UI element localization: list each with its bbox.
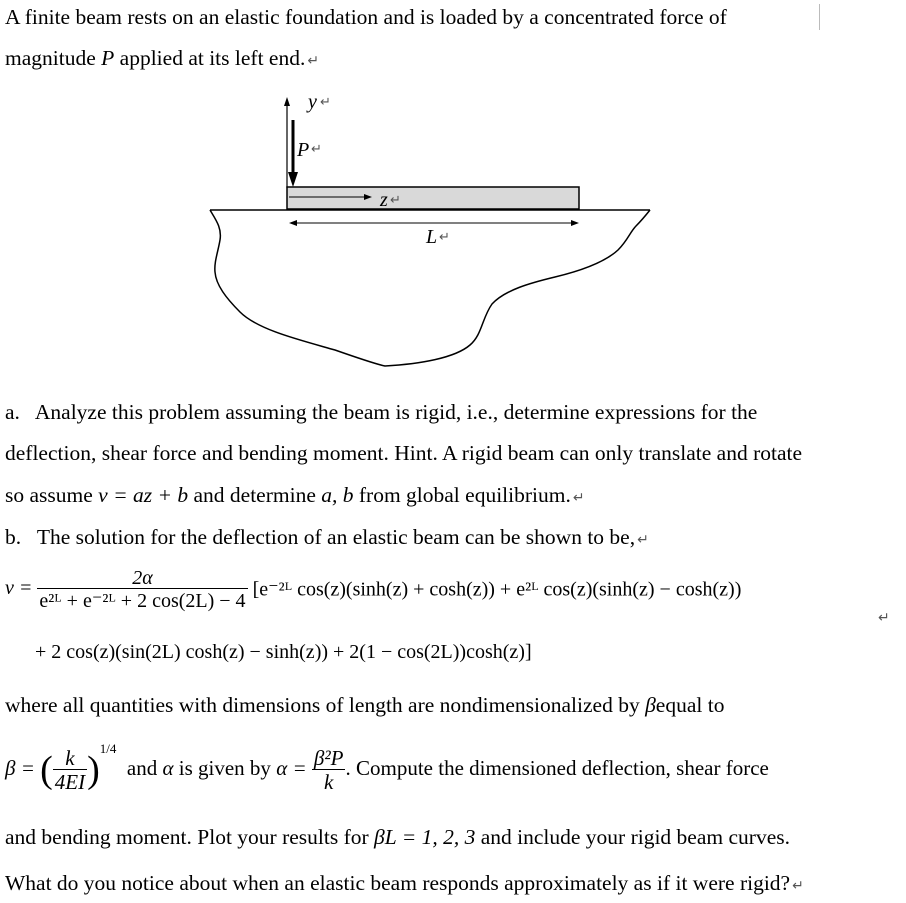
deflection-equation-row-1: v = $\frac{2\alpha}{\text{e²ᴸ + e⁻²ᴸ + 2 cos(2L) − 4}}$ [e⁻²ᴸ cos(z)(sinh(z) + cosh(z)) + e²ᴸ cos(z)(sinh(z) − cosh(z)) [5, 567, 742, 612]
intro-line-1: A finite beam rests on an elastic foundation and is loaded by a concentrated force of [5, 5, 727, 29]
z-axis-label: z [380, 189, 388, 211]
beta-alpha-line: β = ( $\frac{k}{4EI}$ )$^{1/4}$ and α is given by α = $\frac{\text{β²P}}{k}$ . Compute the dimensioned deflection, shear force [5, 741, 769, 794]
deflection-fraction: $\frac{2\alpha}{\text{e²ᴸ + e⁻²ᴸ + 2 cos(2L) − 4}}$ [39, 567, 246, 612]
final-question-line: What do you notice about when an elastic beam responds approximately as if it were rigid? ↵ [5, 871, 804, 895]
rigid-deflection-equation: v = az + b [98, 483, 189, 507]
y-axis-label: y [308, 91, 317, 113]
load-label: P [297, 139, 310, 161]
text-cursor [819, 4, 820, 30]
y-axis-arrowhead [284, 97, 290, 106]
plot-instruction-line: and bending moment. Plot your results for βL = 1, 2, 3 and include your rigid beam curves. [5, 825, 790, 849]
load-arrowhead [288, 172, 298, 187]
beta-fraction: $\frac{k}{4EI}$ [54, 745, 86, 794]
svg-text:↵: ↵ [439, 229, 450, 244]
part-b-line-1: b. The solution for the deflection of an elastic beam can be shown to be, ↵ [5, 525, 649, 549]
part-a-line-3: so assume v = az + b and determine a, b from global equilibrium. ↵ [5, 483, 585, 507]
paragraph-mark-icon: ↵ [307, 53, 320, 69]
svg-text:↵: ↵ [320, 94, 331, 109]
part-a-line-1: a. Analyze this problem assuming the beam is rigid, i.e., determine expressions for the [5, 400, 758, 424]
length-label: L [426, 226, 438, 248]
intro-line-2: magnitude P applied at its left end. ↵ [5, 46, 320, 70]
deflection-equation-row-2: + 2 cos(z)(sin(2L) cosh(z) − sinh(z)) + 2(1 − cos(2L))cosh(z)] [35, 641, 532, 663]
svg-text:↵: ↵ [390, 192, 401, 207]
beam-body [287, 187, 579, 209]
nondimensional-text: where all quantities with dimensions of length are nondimensionalized by βequal to [5, 693, 725, 717]
alpha-fraction: $\frac{\text{β²P}}{k}$ [313, 745, 344, 794]
svg-text:↵: ↵ [311, 141, 322, 156]
part-a-line-2: deflection, shear force and bending moment. Hint. A rigid beam can only translate and rotate [5, 441, 803, 465]
